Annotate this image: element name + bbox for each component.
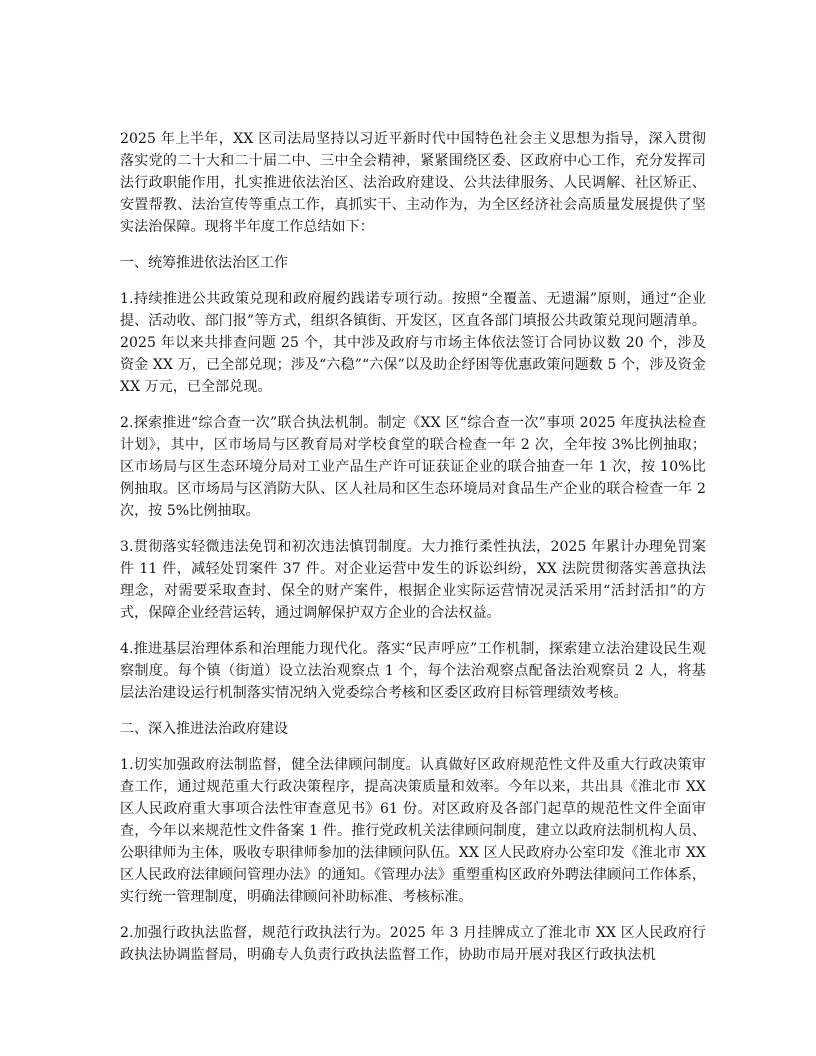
section-heading-1: 一、统筹推进依法治区工作 [120,255,288,271]
section-1-paragraph-4: 4.推进基层治理体系和治理能力现代化。落实“民声呼应”工作机制，探索建立法治建设民生观察制度。每个镇（街道）设立法治观察点 1 个，每个法治观察点配备法治观察员 2 人，将基层法治建设运行机制落实情况纳入党委综合考核和区委区政府目标管理绩效考核。 [120,641,706,701]
section-1-paragraph-1: 1.持续推进公共政策兑现和政府履约践诺专项行动。按照“全覆盖、无遗漏”原则，通过“企业提、活动收、部门报”等方式，组织各镇街、开发区，区直各部门填报公共政策兑现问题清单。2025 年以来共排查问题 25 个，其中涉及政府与市场主体依法签订合同协议数 20 个，涉及资金 XX 万，已全部兑现；涉及“六稳”“六保”以及助企纾困等优惠政策问题数 5 个，涉及资金 XX 万元，已全部兑现。 [120,291,706,395]
section-heading-2: 二、深入推进法治政府建设 [120,721,288,737]
section-1-paragraph-2: 2.探索推进“综合查一次”联合执法机制。制定《XX 区“综合查一次”事项 2025 年度执法检查计划》，其中，区市场局与区教育局对学校食堂的联合检查一年 2 次，全年按 3%比例抽取；区市场局与区生态环境分局对工业产品生产许可证获证企业的联合抽查一年 1 次，按 10%比例抽取。区市场局与区消防大队、区人社局和区生态环境局对食品生产企业的联合检查一年 2 次，按 5%比例抽取。 [120,415,706,519]
section-2-paragraph-1: 1.切实加强政府法制监督，健全法律顾问制度。认真做好区政府规范性文件及重大行政决策审查工作，通过规范重大行政决策程序，提高决策质量和效率。今年以来，共出具《淮北市 XX 区人民政府重大事项合法性审查意见书》61 份。对区政府及各部门起草的规范性文件全面审查，今年以来规范性文件备案 1 件。推行党政机关法律顾问制度，建立以政府法制机构人员、公职律师为主体，吸收专职律师参加的法律顾问队伍。XX 区人民政府办公室印发《淮北市 XX 区人民政府法律顾问管理办法》的通知。《管理办法》重塑重构区政府外聘法律顾问工作体系，实行统一管理制度，明确法律顾问补助标准、考核标准。 [120,757,706,905]
section-2-paragraph-2: 2.加强行政执法监督，规范行政执法行为。2025 年 3 月挂牌成立了淮北市 XX 区人民政府行政执法协调监督局，明确专人负责行政执法监督工作，协助市局开展对我区行政执法机 [120,925,706,963]
section-1-paragraph-3: 3.贯彻落实轻微违法免罚和初次违法慎罚制度。大力推行柔性执法，2025 年累计办理免罚案件 11 件，减轻处罚案件 37 件。对企业运营中发生的诉讼纠纷，XX 法院贯彻落实善意执法理念，对需要采取查封、保全的财产案件，根据企业实际运营情况灵活采用“活封活扣”的方式，保障企业经营运转，通过调解保护双方企业的合法权益。 [120,539,706,621]
intro-paragraph: 2025 年上半年，XX 区司法局坚持以习近平新时代中国特色社会主义思想为指导，深入贯彻落实党的二十大和二十届二中、三中全会精神，紧紧围绕区委、区政府中心工作，充分发挥司法行政职能作用，扎实推进依法治区、法治政府建设、公共法律服务、人民调解、社区矫正、安置帮教、法治宣传等重点工作，真抓实干、主动作为，为全区经济社会高质量发展提供了坚实法治保障。现将半年度工作总结如下： [120,131,706,235]
document-body [120,128,706,980]
